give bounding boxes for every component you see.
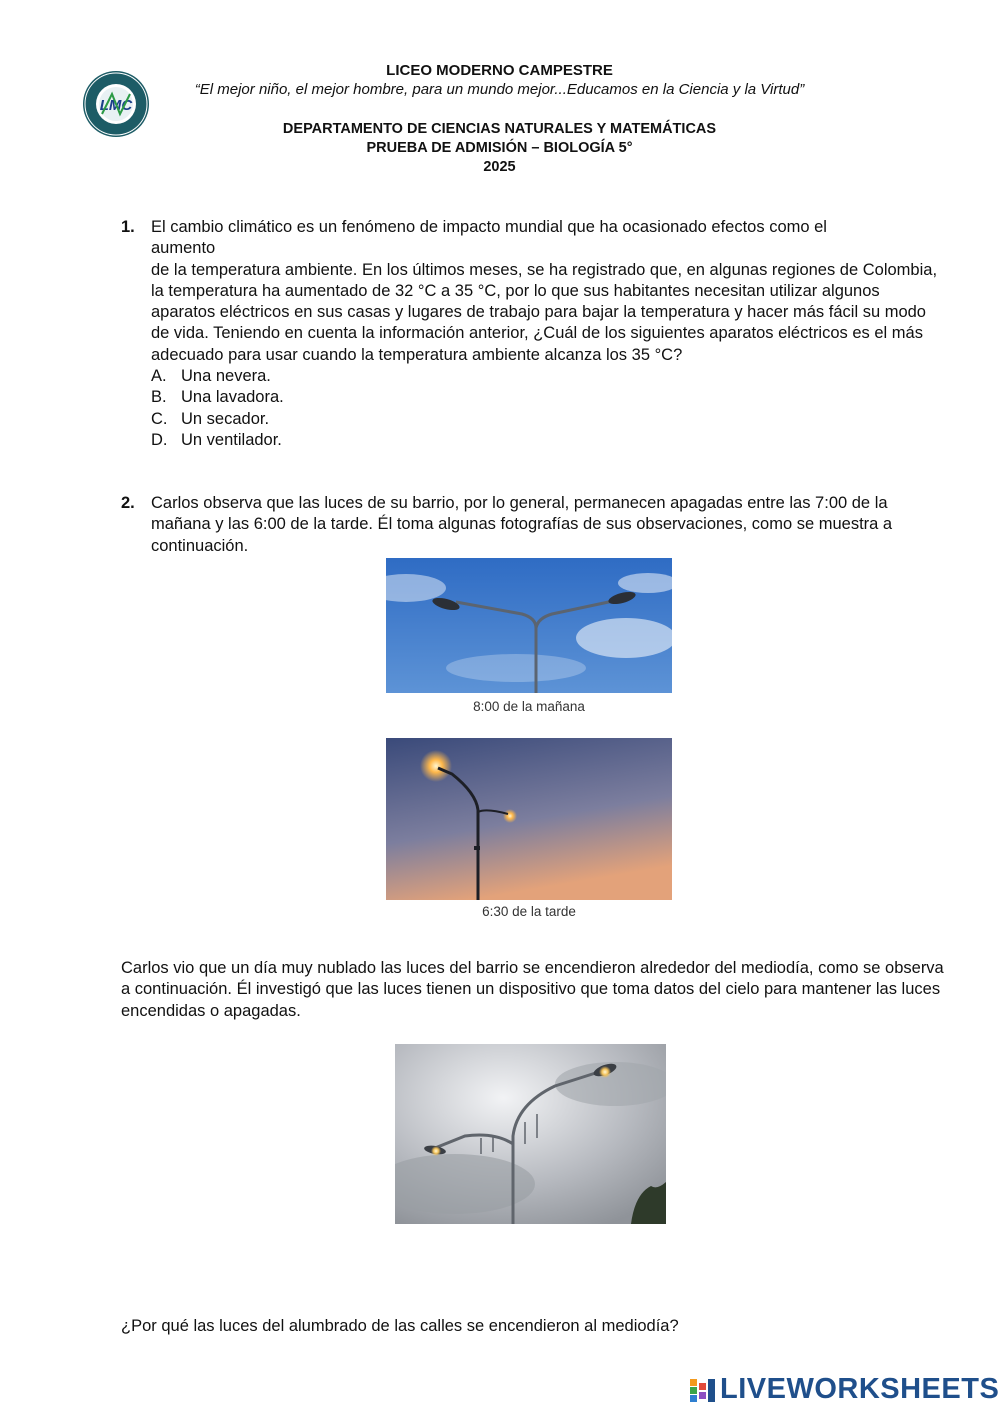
answer-option-a[interactable]: A. Una nevera. [151,367,271,386]
question-number: 1. [121,218,135,236]
department-title: DEPARTAMENTO DE CIENCIAS NATURALES Y MATEMÁTICAS [282,121,717,137]
answer-option-c[interactable]: C. Un secador. [151,409,270,428]
follow-up-question: ¿Por qué las luces del alumbrado de las calles se encendieron al mediodía? [121,1317,679,1335]
photo-caption-morning: 8:00 de la mañana [473,699,585,714]
streetlight-evening-photo [386,738,672,900]
liveworksheets-wordmark: LIVEWORKSHEETS [720,1373,999,1405]
question-text-line2: aumento [151,239,216,258]
school-name: LICEO MODERNO CAMPESTRE [386,62,613,79]
liveworksheets-logo-icon [690,1377,716,1403]
svg-text:LMC: LMC [99,97,133,114]
streetlight-cloudy-photo [395,1044,666,1224]
answer-option-d[interactable]: D. Un ventilador. [151,430,282,449]
test-title: PRUEBA DE ADMISIÓN – BIOLOGÍA 5° [366,140,633,156]
question-2 [121,493,941,557]
school-motto: “El mejor niño, el mejor hombre, para un mundo mejor...Educamos en la Ciencia y la Virtud” [194,81,805,98]
question-1 [121,217,941,451]
question-number: 2. [121,494,135,512]
streetlight-morning-photo [386,558,672,693]
question-text-line1: El cambio climático es un fenómeno de impacto mundial que ha ocasionado efectos como el [151,218,827,236]
document-heading [0,120,999,177]
context-paragraph: Carlos vio que un día muy nublado las luces del barrio se encendieron alrededor del mediodía, como se observa a continuación. Él investigó que las luces tienen un dispositivo que toma datos del cielo para mantener las luces encendidas o apagadas. [121,959,944,1020]
year: 2025 [483,159,516,175]
photo-caption-evening: 6:30 de la tarde [482,904,576,919]
liveworksheets-brand[interactable] [690,1373,999,1406]
question-text: Carlos observa que las luces de su barrio, por lo general, permanecen apagadas entre las 7:00 de la mañana y las 6:00 de la tarde. Él toma algunas fotografías de sus observaciones, como se muestra a continuación. [151,494,893,555]
answer-option-b[interactable]: B. Una lavadora. [151,388,284,407]
question-text: de la temperatura ambiente. En los últimos meses, se ha registrado que, en algunas regiones de Colombia, la temperatura ha aumentado de 32 °C a 35 °C, por lo que sus habitantes necesitan utilizar algunos aparatos eléctricos en sus casas y lugares de trabajo para bajar la temperatura y hacer más fácil su modo de vida. Teniendo en cuenta la información anterior, ¿Cuál de los siguientes aparatos eléctricos es el más adecuado para usar cuando la temperatura ambiente alcanza los 35 °C? [151,260,938,364]
